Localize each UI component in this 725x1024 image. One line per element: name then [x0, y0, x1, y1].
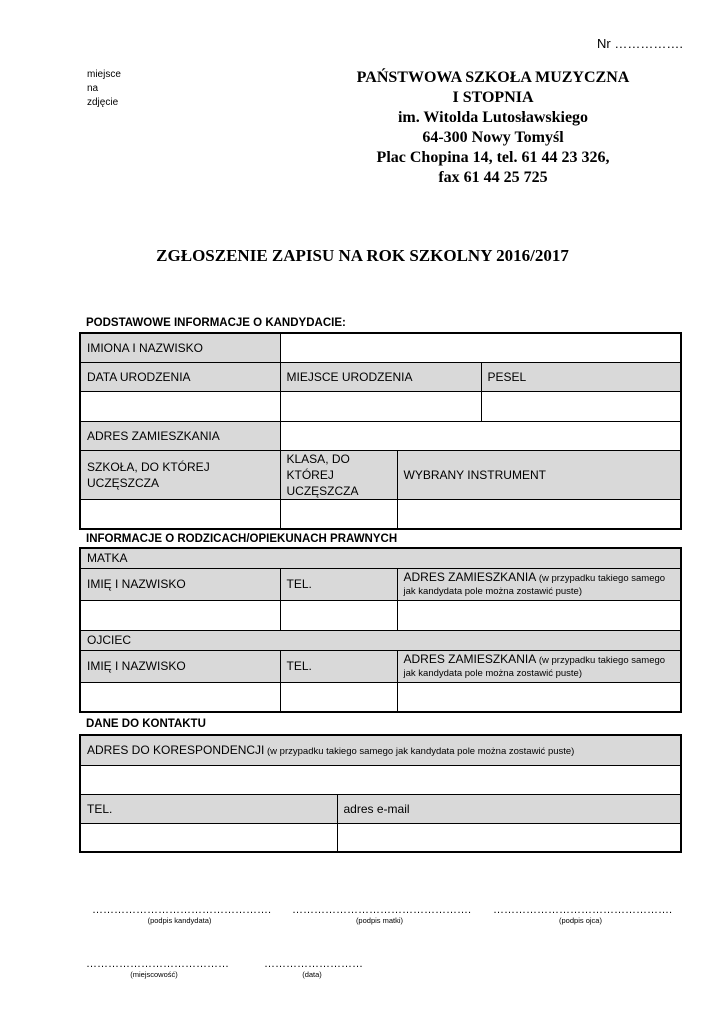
mother-name-label: IMIĘ I NAZWISKO [80, 568, 280, 600]
section-heading-contact: DANE DO KONTAKTU [86, 718, 206, 730]
contact-info-table [79, 734, 682, 853]
school-attended-label: SZKOŁA, DO KTÓREJ UCZĘSZCZA [80, 450, 280, 499]
mother-section-label: MATKA [80, 548, 681, 568]
photo-label-line: zdjęcie [87, 97, 119, 108]
contact-tel-label: TEL. [80, 794, 337, 823]
mother-tel-field[interactable] [280, 600, 397, 630]
father-signature-block [493, 904, 673, 925]
place-caption: (miejscowość) [130, 970, 178, 979]
father-tel-field[interactable] [280, 682, 397, 712]
correspondence-address-label-text: ADRES DO KORESPONDENCJI [87, 743, 265, 758]
candidate-names-label: IMIONA I NAZWISKO [80, 333, 280, 362]
father-name-field[interactable] [80, 682, 280, 712]
candidate-address-field[interactable] [280, 421, 681, 450]
father-signature-caption: (podpis ojca) [559, 916, 602, 925]
school-attended-field[interactable] [80, 499, 280, 529]
mother-name-field[interactable] [80, 600, 280, 630]
mother-address-note: (w przypadku takiego samego [536, 572, 666, 584]
correspondence-address-label [80, 735, 681, 765]
father-tel-label: TEL. [280, 650, 397, 682]
place-line[interactable]: ………………………………… [86, 958, 229, 970]
school-header [300, 68, 686, 188]
father-address-note: (w przypadku takiego samego [536, 654, 666, 666]
candidate-signature-block [92, 904, 272, 925]
mother-address-label [397, 568, 681, 600]
school-name-line: I STOPNIA [452, 89, 534, 106]
date-caption: (data) [302, 970, 322, 979]
candidate-address-label: ADRES ZAMIESZKANIA [80, 421, 280, 450]
instrument-field[interactable] [397, 499, 681, 529]
signature-line[interactable]: …………………………………………. [493, 904, 673, 916]
candidate-signature-caption: (podpis kandydata) [147, 916, 212, 925]
email-label: adres e-mail [337, 794, 681, 823]
mother-signature-caption: (podpis matki) [355, 916, 404, 925]
class-label-line: UCZĘSZCZA [286, 483, 359, 498]
photo-label-line: miejsce [87, 69, 121, 80]
pesel-label: PESEL [481, 362, 681, 391]
correspondence-address-field[interactable] [80, 765, 681, 794]
mother-tel-label: TEL. [280, 568, 397, 600]
birth-place-field[interactable] [280, 391, 481, 421]
father-address-field[interactable] [397, 682, 681, 712]
birth-place-label: MIEJSCE URODZENIA [280, 362, 481, 391]
class-label [280, 450, 397, 499]
parents-info-table [79, 547, 682, 713]
email-field[interactable] [337, 823, 681, 852]
date-line[interactable]: ……………………… [264, 958, 363, 970]
document-number: Nr ……………. [597, 36, 683, 51]
birth-date-label: DATA URODZENIA [80, 362, 280, 391]
contact-tel-field[interactable] [80, 823, 337, 852]
school-fax-line: fax 61 44 25 725 [438, 169, 548, 186]
class-field[interactable] [280, 499, 397, 529]
father-section-label: OJCIEC [80, 630, 681, 650]
school-city-line: 64-300 Nowy Tomyśl [422, 129, 564, 146]
father-name-label: IMIĘ I NAZWISKO [80, 650, 280, 682]
date-block [264, 958, 363, 979]
photo-label-line: na [87, 83, 99, 94]
candidate-names-field[interactable] [280, 333, 681, 362]
photo-placeholder [87, 68, 167, 110]
signature-line[interactable]: …………………………………………. [292, 904, 472, 916]
father-address-note-line2: jak kandydata pole można zostawić puste) [403, 667, 582, 679]
school-address-line: Plac Chopina 14, tel. 61 44 23 326, [376, 149, 610, 166]
class-label-line: KLASA, DO KTÓREJ [286, 451, 350, 482]
place-block [86, 958, 229, 979]
signature-line[interactable]: …………………………………………. [92, 904, 272, 916]
birth-date-field[interactable] [80, 391, 280, 421]
instrument-label: WYBRANY INSTRUMENT [397, 450, 681, 499]
correspondence-address-note: (w przypadku takiego samego jak kandydata pole można zostawić puste) [264, 746, 575, 758]
candidate-info-table [79, 332, 682, 530]
section-heading-candidate: PODSTAWOWE INFORMACJE O KANDYDACIE: [86, 317, 346, 329]
pesel-field[interactable] [481, 391, 681, 421]
section-heading-parents: INFORMACJE O RODZICACH/OPIEKUNACH PRAWNYCH [86, 533, 398, 545]
father-address-label [397, 650, 681, 682]
school-name-line: PAŃSTWOWA SZKOŁA MUZYCZNA [356, 69, 630, 86]
mother-address-note-line2: jak kandydata pole można zostawić puste) [403, 585, 582, 597]
father-address-label-text: ADRES ZAMIESZKANIA [403, 651, 537, 666]
page-title: ZGŁOSZENIE ZAPISU NA ROK SZKOLNY 2016/2017 [156, 246, 569, 265]
mother-address-label-text: ADRES ZAMIESZKANIA [403, 569, 537, 584]
school-patron-line: im. Witolda Lutosławskiego [397, 109, 589, 126]
mother-signature-block [292, 904, 472, 925]
mother-address-field[interactable] [397, 600, 681, 630]
